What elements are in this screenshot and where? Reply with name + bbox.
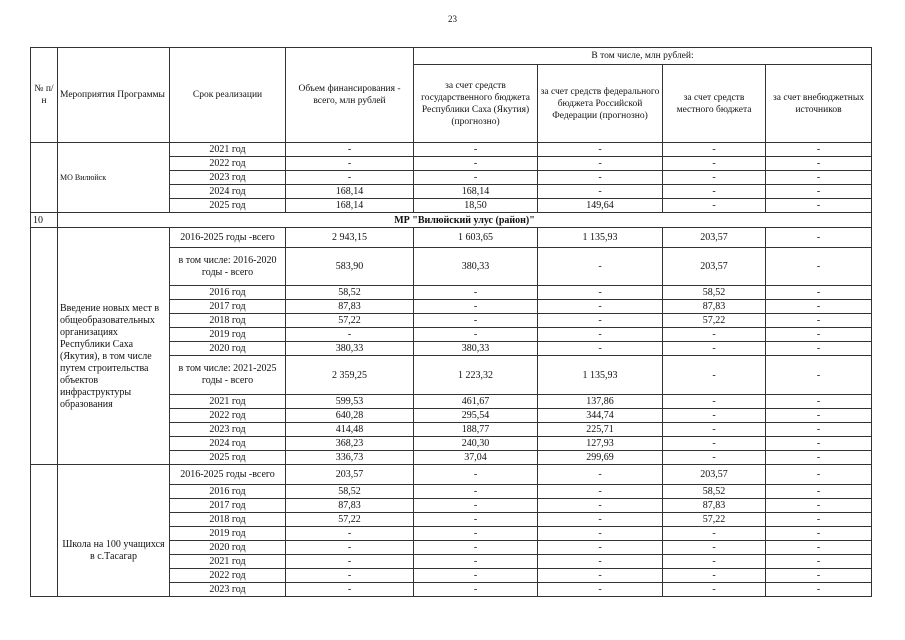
term-cell: 2025 год [170, 199, 286, 213]
state-cell: - [414, 555, 538, 569]
extra-cell: - [766, 437, 872, 451]
state-cell: - [414, 143, 538, 157]
total-cell: - [286, 171, 414, 185]
federal-cell: - [538, 541, 663, 555]
term-cell: 2017 год [170, 499, 286, 513]
term-cell: в том числе: 2021-2025 годы - всего [170, 356, 286, 395]
header-including: В том числе, млн рублей: [414, 48, 872, 65]
total-cell: - [286, 157, 414, 171]
federal-cell: - [538, 143, 663, 157]
extra-cell: - [766, 356, 872, 395]
extra-cell: - [766, 328, 872, 342]
local-cell: - [663, 143, 766, 157]
term-cell: 2023 год [170, 423, 286, 437]
extra-cell: - [766, 541, 872, 555]
total-cell: 414,48 [286, 423, 414, 437]
state-cell: - [414, 171, 538, 185]
extra-cell: - [766, 199, 872, 213]
extra-cell: - [766, 143, 872, 157]
federal-cell: - [538, 314, 663, 328]
extra-cell: - [766, 171, 872, 185]
extra-cell: - [766, 465, 872, 485]
term-cell: 2022 год [170, 157, 286, 171]
extra-cell: - [766, 583, 872, 597]
header-total: Объем финансирования - всего, млн рублей [286, 48, 414, 143]
local-cell: - [663, 555, 766, 569]
table-row [31, 143, 872, 157]
state-cell: - [414, 465, 538, 485]
term-cell: 2016-2025 годы -всего [170, 228, 286, 248]
term-cell: 2022 год [170, 409, 286, 423]
state-cell: - [414, 583, 538, 597]
total-cell: - [286, 143, 414, 157]
total-cell: 380,33 [286, 342, 414, 356]
federal-cell: - [538, 342, 663, 356]
extra-cell: - [766, 513, 872, 527]
table-row [31, 228, 872, 248]
total-cell: 58,52 [286, 485, 414, 499]
header-activity: Мероприятия Программы [58, 48, 170, 143]
extra-cell: - [766, 286, 872, 300]
federal-cell: - [538, 328, 663, 342]
extra-cell: - [766, 555, 872, 569]
federal-cell: - [538, 248, 663, 286]
total-cell: 640,28 [286, 409, 414, 423]
term-cell: 2017 год [170, 300, 286, 314]
local-cell: 57,22 [663, 314, 766, 328]
term-cell: 2023 год [170, 171, 286, 185]
local-cell: 58,52 [663, 286, 766, 300]
extra-cell: - [766, 228, 872, 248]
state-cell: - [414, 485, 538, 499]
state-cell: - [414, 541, 538, 555]
term-cell: 2021 год [170, 555, 286, 569]
term-cell: 2021 год [170, 395, 286, 409]
state-cell: - [414, 157, 538, 171]
local-cell: - [663, 409, 766, 423]
state-cell: 380,33 [414, 248, 538, 286]
state-cell: 1 603,65 [414, 228, 538, 248]
section-title: МР "Вилюйский улус (район)" [58, 213, 872, 228]
local-cell: - [663, 437, 766, 451]
local-cell: - [663, 395, 766, 409]
federal-cell: - [538, 157, 663, 171]
federal-cell: - [538, 185, 663, 199]
section-number: 10 [31, 213, 58, 228]
activity-label: Введение новых мест в общеобразовательных организациях Республики Саха (Якутия), в том числе путем строительства объектов инфраструктуры образования [58, 228, 170, 465]
term-cell: 2024 год [170, 185, 286, 199]
federal-cell: 149,64 [538, 199, 663, 213]
extra-cell: - [766, 342, 872, 356]
state-cell: - [414, 328, 538, 342]
financing-table [30, 47, 872, 597]
term-cell: 2018 год [170, 513, 286, 527]
header-num: № п/н [31, 48, 58, 143]
local-cell: 87,83 [663, 300, 766, 314]
total-cell: 368,23 [286, 437, 414, 451]
term-cell: 2020 год [170, 342, 286, 356]
activity-label: Школа на 100 учащихся в с.Тасагар [58, 465, 170, 597]
term-cell: 2020 год [170, 541, 286, 555]
state-cell: 240,30 [414, 437, 538, 451]
federal-cell: - [538, 527, 663, 541]
local-cell: - [663, 356, 766, 395]
total-cell: 2 359,25 [286, 356, 414, 395]
state-cell: - [414, 513, 538, 527]
local-cell: - [663, 328, 766, 342]
term-cell: 2024 год [170, 437, 286, 451]
term-cell: в том числе: 2016-2020 годы - всего [170, 248, 286, 286]
section-row [31, 213, 872, 228]
term-cell: 2022 год [170, 569, 286, 583]
header-extra: за счет внебюджетных источников [766, 65, 872, 143]
extra-cell: - [766, 569, 872, 583]
state-cell: - [414, 286, 538, 300]
state-cell: 1 223,32 [414, 356, 538, 395]
federal-cell: 344,74 [538, 409, 663, 423]
extra-cell: - [766, 395, 872, 409]
state-cell: - [414, 314, 538, 328]
local-cell: - [663, 342, 766, 356]
num-cell [31, 465, 58, 597]
page-number: 23 [448, 14, 457, 24]
header-state: за счет средств государственного бюджета Республики Саха (Якутия) (прогнозно) [414, 65, 538, 143]
extra-cell: - [766, 485, 872, 499]
total-cell: - [286, 569, 414, 583]
total-cell: 336,73 [286, 451, 414, 465]
term-cell: 2018 год [170, 314, 286, 328]
term-cell: 2016 год [170, 286, 286, 300]
state-cell: - [414, 499, 538, 513]
local-cell: - [663, 583, 766, 597]
federal-cell: - [538, 286, 663, 300]
num-cell [31, 143, 58, 213]
state-cell: 295,54 [414, 409, 538, 423]
extra-cell: - [766, 409, 872, 423]
total-cell: 599,53 [286, 395, 414, 409]
local-cell: - [663, 185, 766, 199]
local-cell: - [663, 199, 766, 213]
total-cell: 2 943,15 [286, 228, 414, 248]
local-cell: 203,57 [663, 228, 766, 248]
total-cell: - [286, 541, 414, 555]
extra-cell: - [766, 423, 872, 437]
state-cell: 18,50 [414, 199, 538, 213]
federal-cell: - [538, 465, 663, 485]
term-cell: 2019 год [170, 328, 286, 342]
state-cell: - [414, 527, 538, 541]
local-cell: - [663, 157, 766, 171]
total-cell: - [286, 328, 414, 342]
header-federal: за счет средств федерального бюджета Российской Федерации (прогнозно) [538, 65, 663, 143]
federal-cell: 137,86 [538, 395, 663, 409]
total-cell: 57,22 [286, 314, 414, 328]
term-cell: 2016 год [170, 485, 286, 499]
term-cell: 2016-2025 годы -всего [170, 465, 286, 485]
local-cell: - [663, 451, 766, 465]
header-local: за счет средств местного бюджета [663, 65, 766, 143]
table-row [31, 465, 872, 485]
local-cell: 58,52 [663, 485, 766, 499]
federal-cell: 1 135,93 [538, 356, 663, 395]
federal-cell: - [538, 300, 663, 314]
extra-cell: - [766, 300, 872, 314]
local-cell: 203,57 [663, 465, 766, 485]
local-cell: - [663, 171, 766, 185]
total-cell: 87,83 [286, 499, 414, 513]
local-cell: 57,22 [663, 513, 766, 527]
local-cell: - [663, 527, 766, 541]
state-cell: 168,14 [414, 185, 538, 199]
num-cell [31, 228, 58, 465]
local-cell: 87,83 [663, 499, 766, 513]
federal-cell: - [538, 513, 663, 527]
total-cell: 168,14 [286, 185, 414, 199]
extra-cell: - [766, 185, 872, 199]
extra-cell: - [766, 157, 872, 171]
extra-cell: - [766, 527, 872, 541]
state-cell: 461,67 [414, 395, 538, 409]
federal-cell: 225,71 [538, 423, 663, 437]
local-cell: - [663, 541, 766, 555]
total-cell: 58,52 [286, 286, 414, 300]
total-cell: - [286, 555, 414, 569]
total-cell: 203,57 [286, 465, 414, 485]
state-cell: 380,33 [414, 342, 538, 356]
federal-cell: - [538, 499, 663, 513]
extra-cell: - [766, 248, 872, 286]
federal-cell: - [538, 569, 663, 583]
extra-cell: - [766, 314, 872, 328]
term-cell: 2019 год [170, 527, 286, 541]
total-cell: - [286, 527, 414, 541]
header-row-top [31, 48, 872, 65]
local-cell: - [663, 423, 766, 437]
term-cell: 2021 год [170, 143, 286, 157]
state-cell: - [414, 300, 538, 314]
total-cell: 57,22 [286, 513, 414, 527]
header-term: Срок реализации [170, 48, 286, 143]
federal-cell: - [538, 171, 663, 185]
federal-cell: - [538, 583, 663, 597]
extra-cell: - [766, 499, 872, 513]
state-cell: 37,04 [414, 451, 538, 465]
total-cell: 583,90 [286, 248, 414, 286]
federal-cell: - [538, 555, 663, 569]
total-cell: 168,14 [286, 199, 414, 213]
state-cell: - [414, 569, 538, 583]
local-cell: 203,57 [663, 248, 766, 286]
federal-cell: 1 135,93 [538, 228, 663, 248]
term-cell: 2023 год [170, 583, 286, 597]
total-cell: - [286, 583, 414, 597]
federal-cell: - [538, 485, 663, 499]
total-cell: 87,83 [286, 300, 414, 314]
extra-cell: - [766, 451, 872, 465]
activity-cut-label: МО Вилюйск [58, 143, 170, 213]
federal-cell: 299,69 [538, 451, 663, 465]
term-cell: 2025 год [170, 451, 286, 465]
state-cell: 188,77 [414, 423, 538, 437]
local-cell: - [663, 569, 766, 583]
federal-cell: 127,93 [538, 437, 663, 451]
